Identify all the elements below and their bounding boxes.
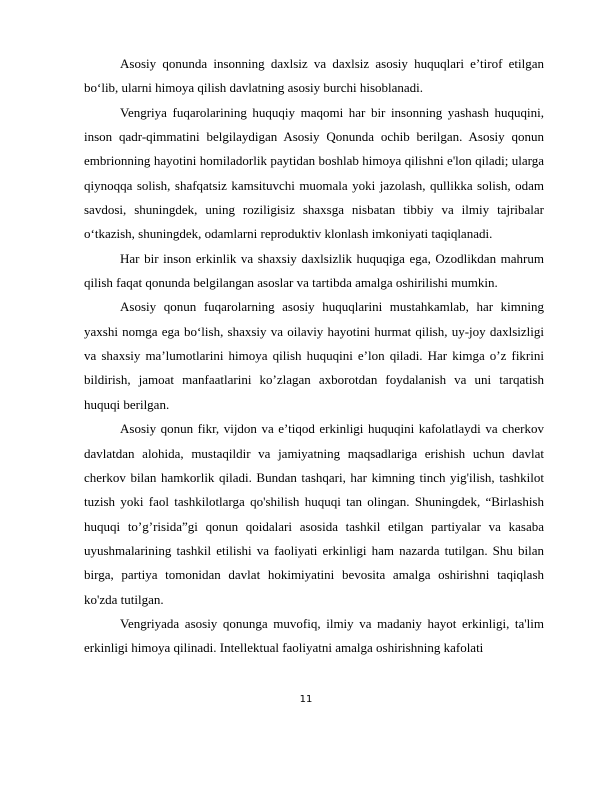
paragraph-6: Vengriyada asosiy qonunga muvofiq, ilmiy va madaniy hayot erkinligi, ta'lim erkinligi himoya qilinadi. Intellektual faoliyatni amalga oshirishning kafolati [84, 615, 544, 656]
paragraph-2: Vengriya fuqarolarining huquqiy maqomi har bir insonning yashash huquqini, inson qadr-qimmatini belgilaydigan Asosiy Qonunda ochib berilgan. Asosiy qonun embrionning hayotini homiladorlik paytidan boshlab himoya qilishni e'lon qiladi; ularga qiynoqqa solish, shafqatsiz kamsituvchi muomala yoki jazolash, qullikka solish, odam savdosi, shuningdek, uning roziligisiz shaxsga nisbatan tibbiy va ilmiy tajribalar o‘tkazish, shuningdek, odamlarni reproduktiv klonlash imkoniyati taqiqlanadi. [84, 104, 544, 242]
paragraph-4: Asosiy qonun fuqarolarning asosiy huquqlarini mustahkamlab, har kimning yaxshi nomga ega bo‘lish, shaxsiy va oilaviy hayotini hurmat qilish, uy-joy daxlsizligi va shaxsiy ma’lumotlarini himoya qilish huquqini e’lon qiladi. Har kimga o’z fikrini bildirish, jamoat manfaatlarini ko’zlagan axborotdan foydalanish va uni tarqatish huquqi berilgan. [84, 299, 544, 412]
paragraph-3: Har bir inson erkinlik va shaxsiy daxlsizlik huquqiga ega, Ozodlikdan mahrum qilish faqat qonunda belgilangan asoslar va tartibda amalga oshirilishi mumkin. [84, 250, 544, 291]
paragraph-1: Asosiy qonunda insonning daxlsiz va daxlsiz asosiy huquqlari e’tirof etilgan bo‘lib, ularni himoya qilish davlatning asosiy burchi hisoblanadi. [84, 56, 544, 96]
paragraph-5: Asosiy qonun fikr, vijdon va e’tiqod erkinligi huquqini kafolatlaydi va cherkov davlatdan alohida, mustaqildir va jamiyatning maqsadlariga erishish uchun davlat cherkov bilan hamkorlik qiladi. Bundan tashqari, har kimning tinch yig'ilish, tashkilot tuzish yoki faol tashkilotlarga qo'shilish huquqi tan olingan. Shuningdek, “Birlashish huquqi to’g’risida”gi qonun qoidalari asosida tashkil etilgan partiyalar va kasaba uyushmalarining tashkil etilishi va faoliyati erkinligi ham nazarda tutilgan. Shu bilan birga, partiya tomonidan davlat hokimiyatini bevosita amalga oshirishni taqiqlash ko'zda tutilgan. [84, 421, 544, 607]
document-body [84, 52, 544, 661]
page-number: 11 [299, 694, 313, 705]
